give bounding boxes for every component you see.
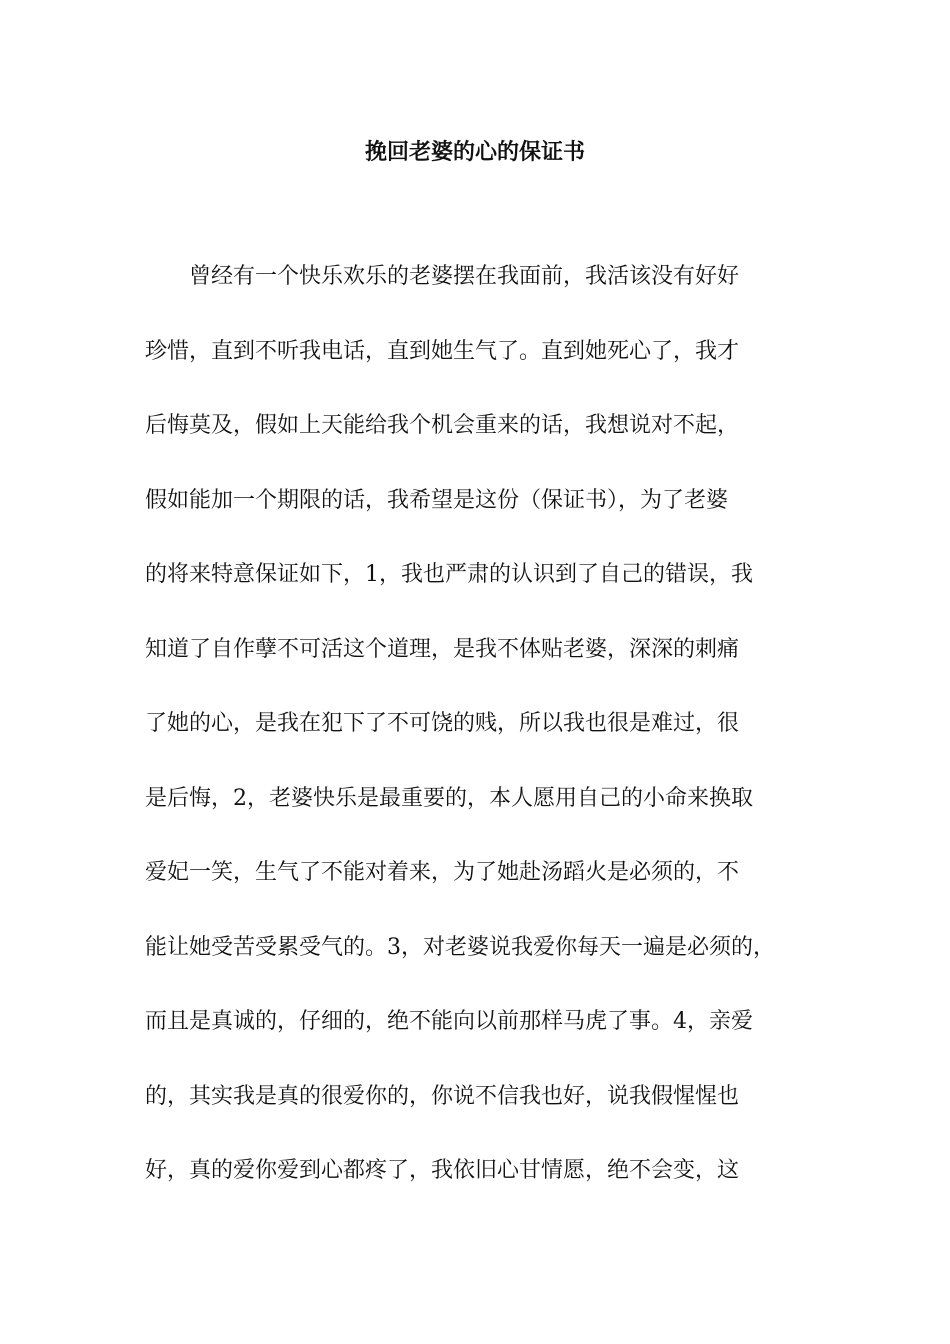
body-line: 好，真的爱你爱到心都疼了，我依旧心甘情愿，绝不会变，这: [145, 1158, 740, 1183]
body-line: 知道了自作孽不可活这个道理，是我不体贴老婆，深深的刺痛: [145, 636, 740, 662]
body-line: 珍惜，直到不听我电话，直到她生气了。直到她死心了，我才: [145, 338, 740, 364]
document-body: [145, 260, 835, 1229]
body-line: 了她的心，是我在犯下了不可饶的贱，所以我也很是难过，很: [145, 711, 740, 736]
body-line: 的将来特意保证如下，1，我也严肃的认识到了自己的错误，我: [145, 562, 753, 587]
body-line: 后悔莫及，假如上天能给我个机会重来的话，我想说对不起，: [145, 413, 740, 438]
body-line: 爱妃一笑，生气了不能对着来，为了她赴汤蹈火是必须的，不: [145, 860, 740, 885]
document-title: 挽回老婆的心的保证书: [364, 139, 585, 165]
body-line: 假如能加一个期限的话，我希望是这份（保证书），为了老婆: [145, 487, 729, 513]
body-line: 能让她受苦受累受气的。3，对老婆说我爱你每天一遍是必须的，: [145, 934, 775, 960]
body-line: 曾经有一个快乐欢乐的老婆摆在我面前，我活该没有好好: [189, 264, 740, 289]
body-line: 的，其实我是真的很爱你的，你说不信我也好，说我假惺惺也: [145, 1083, 740, 1109]
body-line: 而且是真诚的，仔细的，绝不能向以前那样马虎了事。4，亲爱: [145, 1009, 753, 1034]
body-line: 是后悔，2，老婆快乐是最重要的，本人愿用自己的小命来换取: [145, 785, 753, 811]
